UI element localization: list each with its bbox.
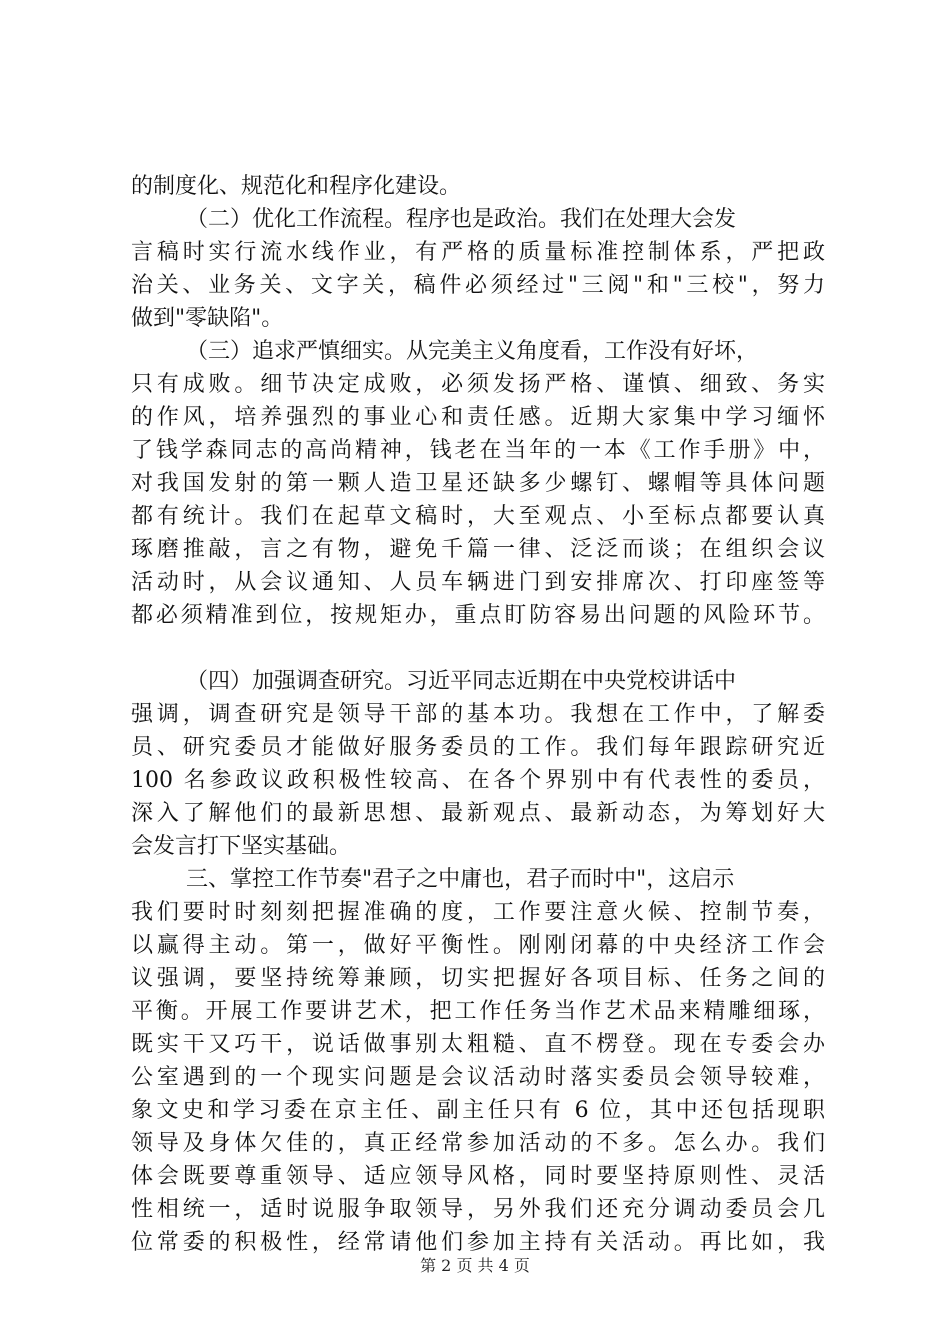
text-line: 对我国发射的第一颗人造卫星还缺多少螺钉、螺帽等具体问题: [131, 471, 825, 496]
text-line: 都必须精准到位，按规矩办，重点盯防容易出问题的风险环节。: [131, 603, 825, 628]
document-body: [131, 170, 825, 1259]
text-line: 治关、业务关、文字关，稿件必须经过"三阅"和"三校"，努力: [131, 273, 825, 298]
text-line: 公室遇到的一个现实问题是会议活动时落实委员会领导较难，: [131, 1065, 825, 1090]
text-line: 领导及身体欠佳的，真正经常参加活动的不多。怎么办。我们: [131, 1131, 825, 1156]
text-line: 做到"零缺陷"。: [131, 306, 284, 331]
text-line: 议强调，要坚持统筹兼顾，切实把握好各项目标、任务之间的: [131, 966, 825, 991]
text-line: 的制度化、规范化和程序化建设。: [131, 174, 462, 199]
text-line: 既实干又巧干，说话做事别太粗糙、直不楞登。现在专委会办: [131, 1032, 825, 1057]
text-line: 言稿时实行流水线作业，有严格的质量标准控制体系，严把政: [131, 240, 825, 265]
text-line: 位常委的积极性，经常请他们参加主持有关活动。再比如，我: [131, 1230, 825, 1255]
text-line: （二）优化工作流程。程序也是政治。我们在处理大会发: [186, 207, 737, 232]
text-line: 深入了解他们的最新思想、最新观点、最新动态，为筹划好大: [131, 801, 825, 826]
text-line: 我们要时时刻刻把握准确的度，工作要注意火候、控制节奏，: [131, 900, 825, 925]
text-line: 会发言打下坚实基础。: [131, 834, 352, 859]
text-line: 三、掌控工作节奏"君子之中庸也，君子而时中"，这启示: [186, 867, 735, 892]
paragraph-gap: [131, 632, 825, 665]
text-line: 活动时，从会议通知、人员车辆进门到安排席次、打印座签等: [131, 570, 825, 595]
text-line: 以赢得主动。第一，做好平衡性。刚刚闭幕的中央经济工作会: [131, 933, 825, 958]
text-line: 员、研究委员才能做好服务委员的工作。我们每年跟踪研究近: [131, 735, 825, 760]
text-line: 了钱学森同志的高尚精神，钱老在当年的一本《工作手册》中，: [131, 438, 825, 463]
text-line: 的作风，培养强烈的事业心和责任感。近期大家集中学习缅怀: [131, 405, 825, 430]
text-line: 平衡。开展工作要讲艺术，把工作任务当作艺术品来精雕细琢，: [131, 999, 825, 1024]
text-line: 性相统一，适时说服争取领导，另外我们还充分调动委员会几: [131, 1197, 825, 1222]
page-footer: 第 2 页 共 4 页: [420, 1256, 530, 1275]
text-line: 强调，调查研究是领导干部的基本功。我想在工作中，了解委: [131, 702, 825, 727]
text-line: （四）加强调查研究。习近平同志近期在中央党校讲话中: [186, 669, 737, 694]
text-line: 都有统计。我们在起草文稿时，大至观点、小至标点都要认真: [131, 504, 825, 529]
text-line: （三）追求严慎细实。从完美主义角度看，工作没有好坏，: [186, 339, 759, 364]
text-line: 100 名参政议政积极性较高、在各个界别中有代表性的委员，: [131, 768, 825, 793]
text-line: 琢磨推敲，言之有物，避免千篇一律、泛泛而谈；在组织会议: [131, 537, 825, 562]
text-line: 只有成败。细节决定成败，必须发扬严格、谨慎、细致、务实: [131, 372, 825, 397]
text-line: 体会既要尊重领导、适应领导风格，同时要坚持原则性、灵活: [131, 1164, 825, 1189]
text-line: 象文史和学习委在京主任、副主任只有 6 位，其中还包括现职: [131, 1098, 825, 1123]
